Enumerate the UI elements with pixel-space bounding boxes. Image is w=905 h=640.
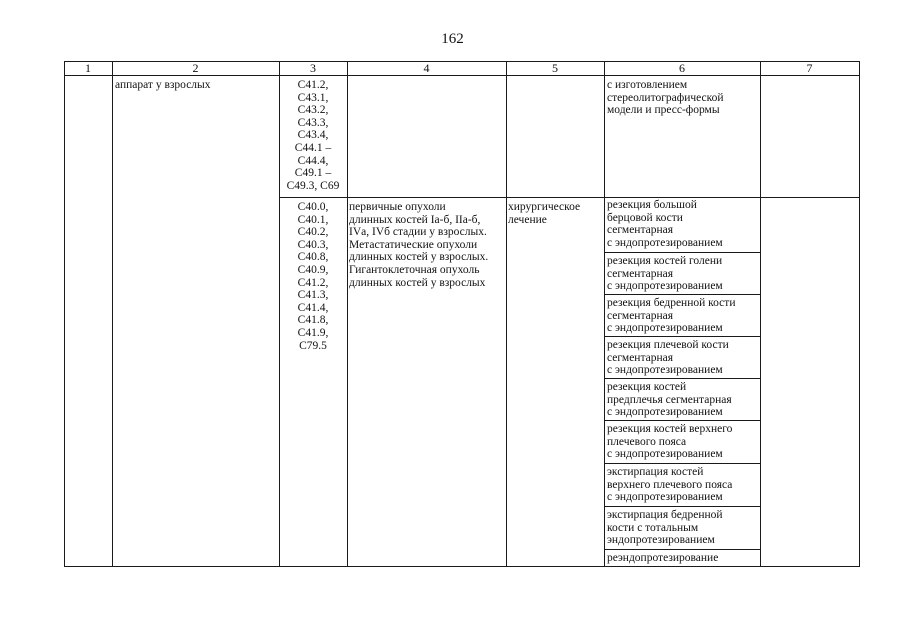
row2-icd-codes: C40.0, C40.1, C40.2, C40.3, C40.8, C40.9, C41.2, C41.3, C41.4, C41.8, C41.9, C79.5 (297, 201, 329, 352)
column-divider (760, 61, 761, 567)
header-divider (64, 75, 859, 76)
method-divider (604, 252, 760, 253)
row2-treatment-type: хирургическое лечение (508, 201, 581, 226)
method-divider (604, 336, 760, 337)
method-divider (604, 420, 760, 421)
method-item: резекция костей предплечья сегментарная с эндопротезированием (607, 381, 732, 419)
method-item: резекция костей голени сегментарная с эндопротезированием (607, 255, 723, 293)
row-divider (279, 197, 859, 198)
method-item: резекция бедренной кости сегментарная с эндопротезированием (607, 297, 736, 335)
method-divider (604, 378, 760, 379)
header-col-6: 6 (679, 61, 685, 75)
method-divider (604, 463, 760, 464)
header-col-2: 2 (192, 61, 199, 75)
row1-col2-text: аппарат у взрослых (115, 79, 211, 91)
header-col-3: 3 (310, 61, 316, 75)
table-border-left (64, 61, 65, 567)
table-border-right (859, 61, 860, 567)
method-item: резекция большой берцовой кости сегментарная с эндопротезированием (607, 199, 723, 249)
method-item: резекция костей верхнего плечевого пояса с эндопротезированием (607, 423, 733, 461)
method-item: резекция плечевой кости сегментарная с эндопротезированием (607, 339, 729, 377)
table-border-bottom (64, 566, 859, 567)
column-divider (604, 61, 605, 567)
header-col-7: 7 (806, 61, 813, 75)
method-divider (604, 506, 760, 507)
method-item: реэндопротезирование (607, 552, 719, 564)
row1-icd-codes: C41.2, C43.1, C43.2, C43.3, C43.4, C44.1 – C44.4, C49.1 – C49.3, C69 (286, 79, 340, 192)
method-divider (604, 294, 760, 295)
row1-method-text: с изготовлением стереолитографической модели и пресс-формы (607, 79, 724, 117)
method-item: экстирпация костей верхнего плечевого пояса с эндопротезированием (607, 466, 733, 504)
method-divider (604, 549, 760, 550)
page-number: 162 (441, 31, 464, 47)
column-divider (506, 61, 507, 567)
header-col-5: 5 (552, 61, 558, 75)
column-divider (347, 61, 348, 567)
header-col-4: 4 (423, 61, 430, 75)
method-item: экстирпация бедренной кости с тотальным эндопротезированием (607, 509, 723, 547)
row2-diagnosis: первичные опухоли длинных костей Iа-б, IIа-б, IVа, IVб стадии у взрослых. Метастатические опухоли длинных костей у взрослых. Гигантоклеточная опухоль длинных костей у взрослых (349, 201, 489, 289)
header-col-1: 1 (85, 61, 91, 75)
column-divider (112, 61, 113, 567)
